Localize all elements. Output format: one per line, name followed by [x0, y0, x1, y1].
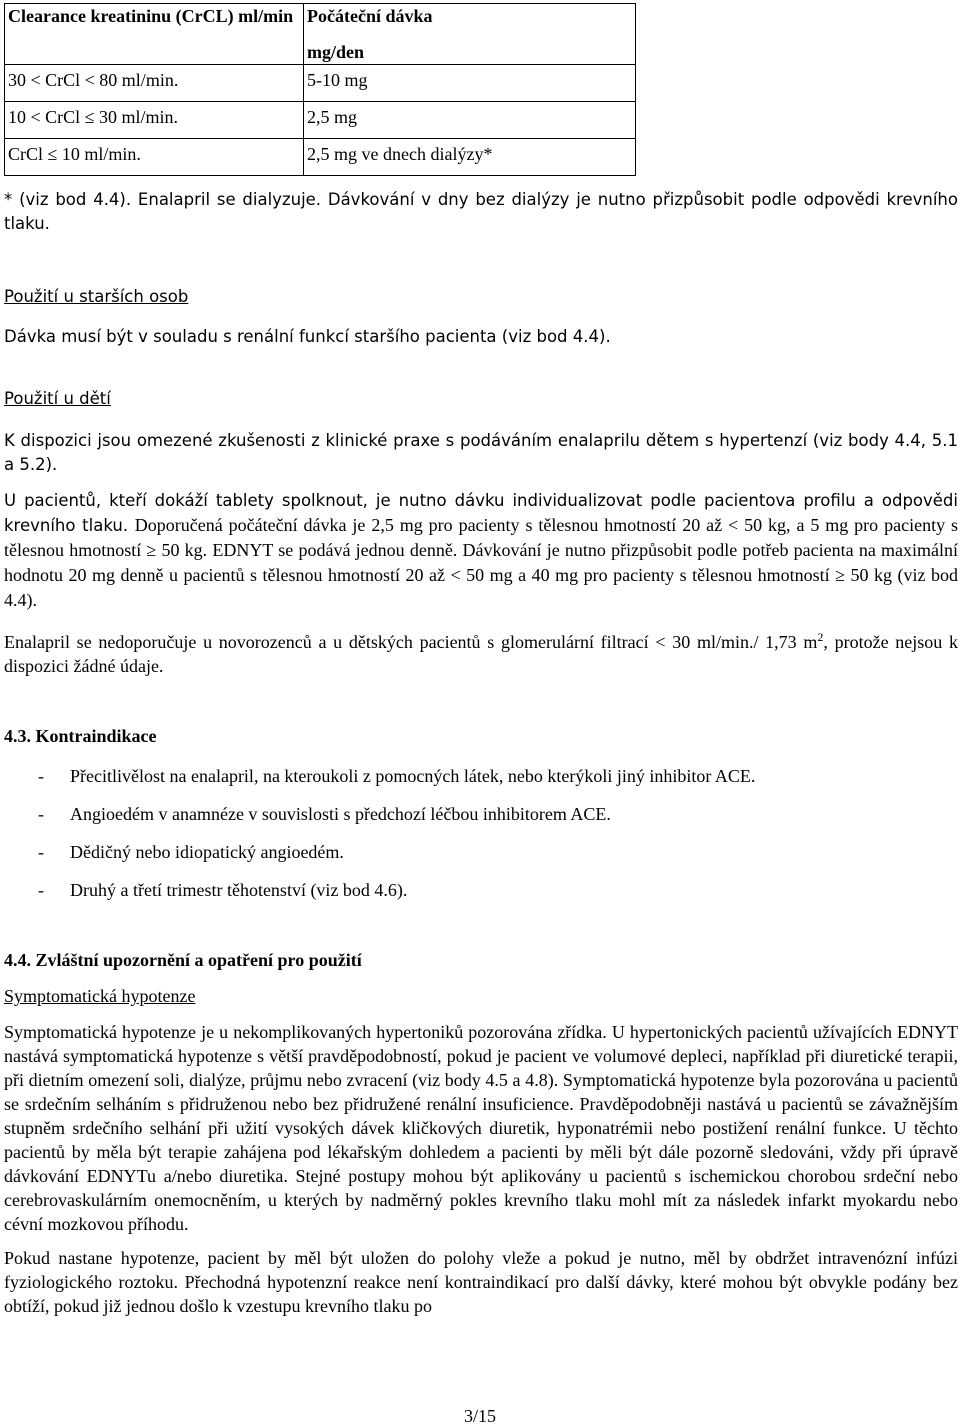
dose-table	[4, 3, 636, 176]
cell-dose: 5-10 mg	[304, 65, 636, 102]
list-item	[4, 876, 958, 914]
children-paragraph-2	[4, 489, 958, 613]
dialysis-note: * (viz bod 4.4). Enalapril se dialyzuje. Dávkování v dny bez dialýzy je nutno přizpůsobit podle odpovědi krevního tlaku.	[4, 190, 958, 233]
children-heading: Použití u dětí	[4, 389, 111, 408]
children-p4-sup: 2	[817, 630, 824, 644]
list-item-text: Dědičný nebo idiopatický angioedém.	[70, 842, 344, 862]
list-dash: -	[38, 766, 44, 786]
table-row	[5, 65, 636, 102]
list-item-text: Angioedém v anamnéze v souvislosti s předchozí léčbou inhibitorem ACE.	[70, 804, 611, 824]
children-paragraph-3: Doporučená počáteční dávka je 2,5 mg pro pacienty s tělesnou hmotností 20 až < 50 kg, a 5 mg pro pacienty s tělesnou hmotností ≥ 50 kg. EDNYT se podává jednou denně. Dávkování je nutno přizpůsobit podle potřeb pacienta na maximální hodnotu 20 mg denně u pacientů s tělesnou hmotností 20 až < 50 mg a 40 mg pro pacienty s tělesnou hmotností ≥ 50 kg (viz bod 4.4).	[4, 515, 958, 610]
children-p4-after: , protože nejsou k dispozici žádné údaje.	[4, 632, 959, 676]
warnings-subheading: Symptomatická hypotenze	[4, 986, 196, 1006]
cell-crcl: 10 < CrCl ≤ 30 ml/min.	[5, 102, 304, 139]
contraindications-heading: 4.3. Kontraindikace	[4, 726, 157, 746]
header-crcl: Clearance kreatininu (CrCL) ml/min	[5, 4, 304, 65]
list-item	[4, 762, 958, 800]
warnings-heading: 4.4. Zvláštní upozornění a opatření pro použití	[4, 950, 362, 970]
warnings-paragraph-1: Symptomatická hypotenze je u nekomplikovaných hypertoniků pozorována zřídka. U hypertonických pacientů užívajících EDNYT nastává symptomatická hypotenze s větší pravděpodobností, pokud je pacient ve volumové depleci, například při diuretické terapii, při dietním omezení soli, dialýze, průjmu nebo zvracení (viz body 4.5 a 4.8). Symptomatická hypotenze byla pozorována u pacientů se srdečním selháním s přidruženou nebo bez přidružené renální insuficience. Pravděpodobněji nastává u pacientů se závažnějším stupněm srdečního selhání při užití vysokých dávek kličkových diuretik, hyponatrémii nebo postižení renální funkce. U těchto pacientů by měla být terapie zahájena pod lékařským dohledem a pacienti by měli být dále pozorně sledováni, vždy při úpravě dávkování EDNYTu a/nebo diuretika. Stejné postupy mohou být aplikovány u pacientů s ischemickou chorobou srdeční nebo cerebrovaskulárním onemocněním, u kterých by nadměrný pokles krevního tlaku mohl mít za následek infarkt myokardu nebo cévní mozkovou příhodu.	[4, 1022, 958, 1234]
list-item	[4, 838, 958, 876]
children-paragraph-1: K dispozici jsou omezené zkušenosti z klinické praxe s podáváním enalaprilu dětem s hypertenzí (viz body 4.4, 5.1 a 5.2).	[4, 431, 958, 474]
contraindications-list	[4, 762, 958, 914]
list-item-text: Přecitlivělost na enalapril, na kteroukoli z pomocných látek, nebo kterýkoli jiný inhibitor ACE.	[70, 766, 756, 786]
elderly-heading: Použití u starších osob	[4, 287, 189, 306]
table-row	[5, 139, 636, 176]
header-dose-label: Počáteční dávka	[307, 6, 433, 26]
cell-crcl: 30 < CrCl < 80 ml/min.	[5, 65, 304, 102]
document-page	[4, 3, 958, 1318]
header-dose-unit: mg/den	[307, 42, 365, 62]
children-paragraph-2-sans: U pacientů, kteří dokáží tablety spolknout, je nutno dávku individualizovat podle pacientova profilu a odpovědi krevního tlaku.	[4, 491, 958, 535]
list-dash: -	[38, 880, 44, 900]
table-row	[5, 102, 636, 139]
header-dose	[304, 4, 636, 65]
list-item-text: Druhý a třetí trimestr těhotenství (viz bod 4.6).	[70, 880, 408, 900]
children-p4-before: Enalapril se nedoporučuje u novorozenců a u dětských pacientů s glomerulární filtrací < 30 ml/min./ 1,73 m	[4, 632, 818, 652]
list-dash: -	[38, 842, 44, 862]
children-paragraph-4	[4, 625, 958, 678]
cell-dose: 2,5 mg	[304, 102, 636, 139]
cell-dose: 2,5 mg ve dnech dialýzy*	[304, 139, 636, 176]
elderly-text: Dávka musí být v souladu s renální funkcí staršího pacienta (viz bod 4.4).	[4, 327, 611, 346]
list-dash: -	[38, 804, 44, 824]
page-number: 3/15	[463, 1406, 496, 1426]
cell-crcl: CrCl ≤ 10 ml/min.	[5, 139, 304, 176]
warnings-paragraph-2: Pokud nastane hypotenze, pacient by měl být uložen do polohy vleže a pokud je nutno, měl by obdržet intravenózní infúzi fyziologického roztoku. Přechodná hypotenzní reakce není kontraindikací pro další dávky, které mohou být obvykle podány bez obtíží, pokud již jednou došlo k vzestupu krevního tlaku po	[4, 1248, 958, 1316]
list-item	[4, 800, 958, 838]
dose-table-header	[5, 4, 636, 65]
